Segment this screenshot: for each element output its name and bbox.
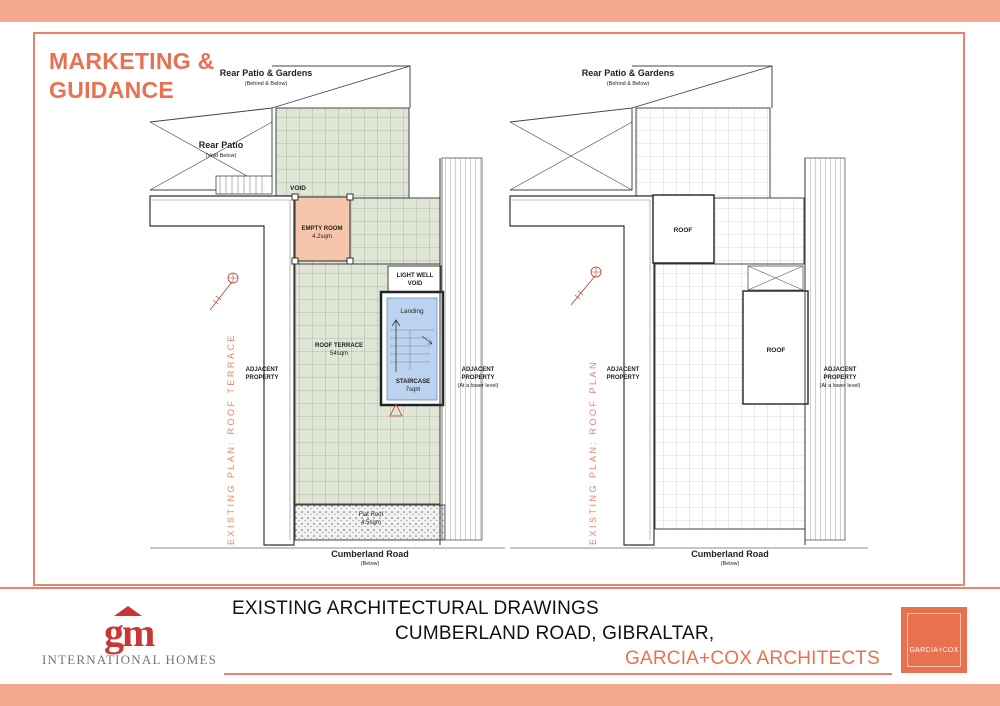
north-arrow-icon bbox=[571, 267, 601, 305]
road-label-right: Cumberland Road bbox=[691, 549, 769, 559]
roof-terrace-label: ROOF TERRACE bbox=[315, 343, 363, 349]
adjacent-right-note-right: (At a lower level) bbox=[819, 383, 861, 389]
footer-architect-name: GARCIA+COX ARCHITECTS bbox=[625, 648, 880, 669]
right-plan bbox=[510, 66, 868, 567]
rear-gardens-note: (Behind & Below) bbox=[244, 81, 288, 87]
adjacent-right-label-right: ADJACENT bbox=[823, 367, 857, 373]
adjacent-left-label-2: PROPERTY bbox=[245, 375, 279, 381]
north-arrow-icon bbox=[210, 273, 238, 310]
light-well bbox=[388, 266, 441, 292]
light-well-void-label: VOID bbox=[407, 281, 423, 287]
adjacent-left-label-right: ADJACENT bbox=[606, 367, 640, 373]
flat-roof-label: Flat Roof bbox=[358, 512, 384, 518]
road-note: (Below) bbox=[360, 561, 380, 567]
gm-brand-subtitle: INTERNATIONAL HOMES bbox=[42, 652, 218, 667]
adjacent-left-label: ADJACENT bbox=[245, 367, 279, 373]
footer-underline bbox=[224, 673, 892, 675]
adjacent-right-note: (At a lower level) bbox=[457, 383, 499, 389]
garcia-cox-logo bbox=[901, 607, 967, 673]
empty-room-area: 4.2sqm bbox=[312, 234, 332, 240]
rear-gardens-note-right: (Behind & Below) bbox=[606, 81, 650, 87]
footer-title-line1: EXISTING ARCHITECTURAL DRAWINGS bbox=[232, 598, 599, 619]
adjacent-left-label-right-2: PROPERTY bbox=[606, 375, 640, 381]
adjacent-right-label-right-2: PROPERTY bbox=[823, 375, 857, 381]
void-label: VOID bbox=[290, 185, 306, 192]
rear-gardens-label: Rear Patio & Gardens bbox=[219, 68, 313, 78]
gm-brand-mark: gm bbox=[104, 610, 154, 655]
staircase-area-label: 7sqm bbox=[405, 387, 421, 393]
marketing-heading-line1: MARKETING & bbox=[49, 48, 215, 74]
flat-roof-area-label: 4.5sqm bbox=[361, 520, 381, 526]
bottom-accent-band bbox=[0, 684, 1000, 706]
roof-terrace-area-label: 54sqm bbox=[329, 351, 349, 357]
adjacent-right-label: ADJACENT bbox=[461, 367, 495, 373]
footer-divider bbox=[0, 587, 1000, 589]
adjacent-right-label-2: PROPERTY bbox=[461, 375, 495, 381]
rear-patio-label: Rear Patio bbox=[198, 140, 244, 150]
road-label: Cumberland Road bbox=[331, 549, 409, 559]
right-plan-vertical-title: EXISTING PLAN: ROOF PLAN bbox=[588, 359, 598, 545]
roof-label-1: ROOF bbox=[673, 227, 693, 234]
footer-title-line2: CUMBERLAND ROAD, GIBRALTAR, bbox=[395, 623, 715, 644]
marketing-heading-line2: GUIDANCE bbox=[49, 77, 175, 103]
left-plan-vertical-title: EXISTING PLAN: ROOF TERRACE bbox=[226, 333, 236, 545]
empty-room-label: EMPTY ROOM bbox=[301, 226, 343, 232]
light-well-label: LIGHT WELL bbox=[396, 273, 434, 279]
roof-label-2: ROOF bbox=[766, 347, 786, 354]
rear-gardens-label-right: Rear Patio & Gardens bbox=[581, 68, 675, 78]
landing-label: Landing bbox=[400, 308, 424, 315]
rear-patio-note: (Void Below) bbox=[205, 153, 237, 159]
staircase-label: STAIRCASE bbox=[395, 379, 431, 385]
left-plan bbox=[150, 66, 505, 567]
garcia-cox-logo-text: GARCIA+COX bbox=[909, 647, 959, 654]
adjacent-strip bbox=[442, 158, 482, 540]
gm-logo bbox=[40, 605, 225, 667]
road-note-right: (Below) bbox=[720, 561, 740, 567]
